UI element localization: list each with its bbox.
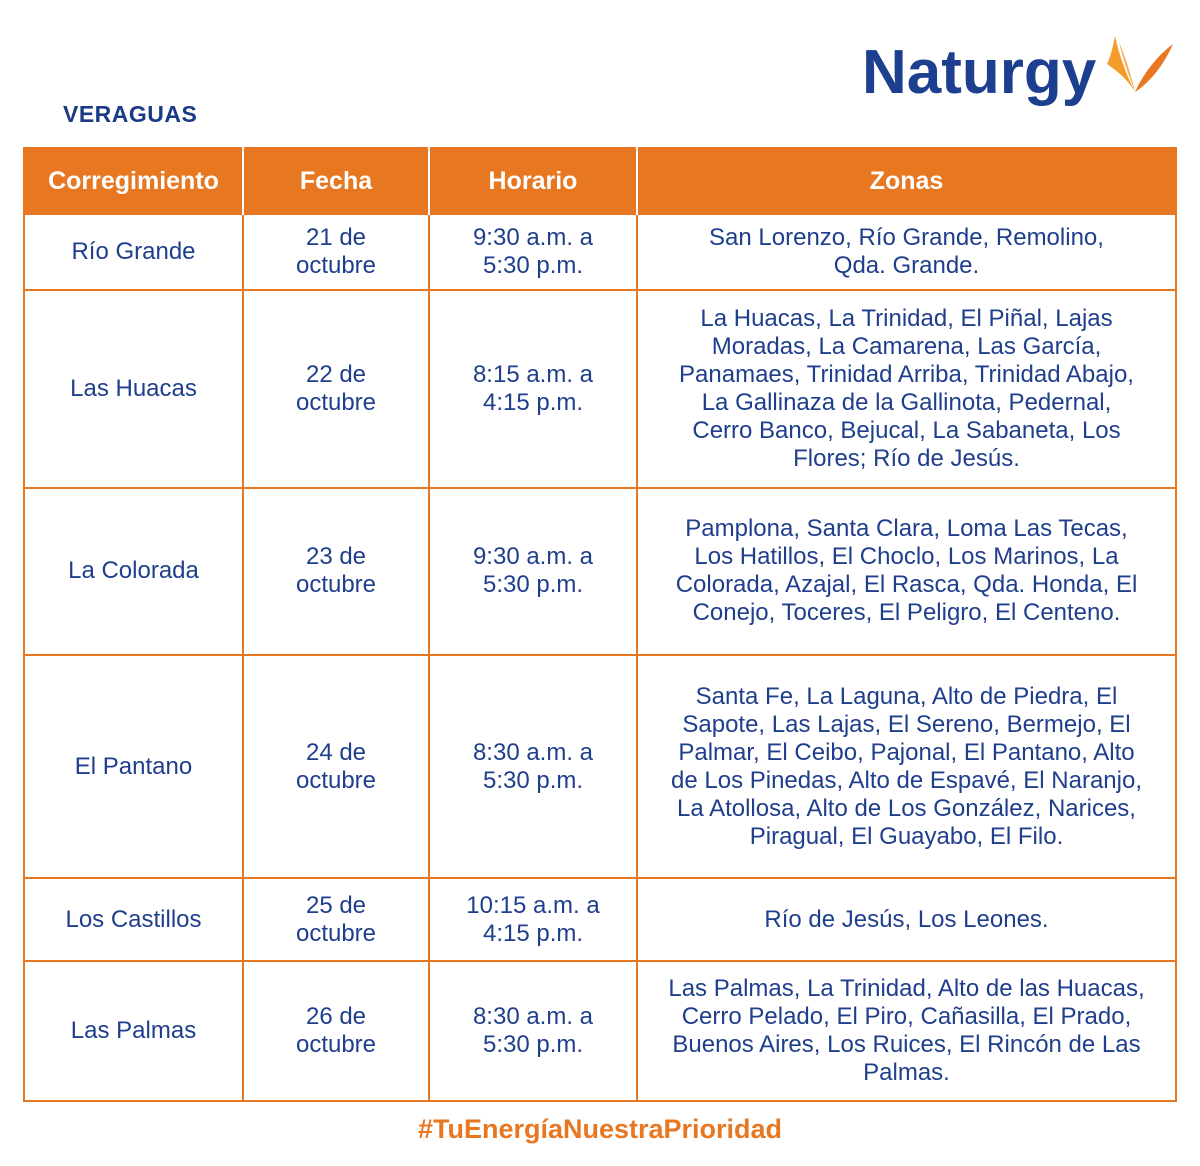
cell-horario: 9:30 a.m. a 5:30 p.m. <box>429 214 637 290</box>
cell-horario: 9:30 a.m. a 5:30 p.m. <box>429 488 637 655</box>
butterfly-icon <box>1105 34 1175 106</box>
region-title: VERAGUAS <box>63 101 198 127</box>
table-header-row <box>24 148 1176 214</box>
table-row <box>24 488 1176 655</box>
table-row <box>24 878 1176 960</box>
table-row <box>24 655 1176 879</box>
cell-horario: 10:15 a.m. a 4:15 p.m. <box>429 878 637 960</box>
cell-zonas: Santa Fe, La Laguna, Alto de Piedra, El Sapote, Las Lajas, El Sereno, Bermejo, El Palmar, El Ceibo, Pajonal, El Pantano, Alto de Los Pinedas, Alto de Espavé, El Naranjo, La Atollosa, Alto de Los González, Narices, Piragual, El Guayabo, El Filo. <box>637 655 1176 879</box>
brand-name: Naturgy <box>862 38 1097 107</box>
cell-zonas: La Huacas, La Trinidad, El Piñal, Lajas Moradas, La Camarena, Las García, Panamaes, Trinidad Arriba, Trinidad Abajo, La Gallinaza de la Gallinota, Pedernal, Cerro Banco, Bejucal, La Sabaneta, Los Flores; Río de Jesús. <box>637 290 1176 487</box>
cell-corregimiento: Los Castillos <box>24 878 243 960</box>
cell-fecha: 21 de octubre <box>243 214 429 290</box>
table-row <box>24 961 1176 1101</box>
cell-horario: 8:30 a.m. a 5:30 p.m. <box>429 961 637 1101</box>
cell-fecha: 26 de octubre <box>243 961 429 1101</box>
column-header-zonas: Zonas <box>637 148 1176 214</box>
cell-corregimiento: El Pantano <box>24 655 243 879</box>
table-row <box>24 214 1176 290</box>
cell-horario: 8:30 a.m. a 5:30 p.m. <box>429 655 637 879</box>
cell-zonas: San Lorenzo, Río Grande, Remolino, Qda. Grande. <box>637 214 1176 290</box>
cell-zonas: Las Palmas, La Trinidad, Alto de las Huacas, Cerro Pelado, El Piro, Cañasilla, El Prado, Buenos Aires, Los Ruices, El Rincón de Las Palmas. <box>637 961 1176 1101</box>
cell-fecha: 23 de octubre <box>243 488 429 655</box>
cell-corregimiento: Las Palmas <box>24 961 243 1101</box>
hashtag-footer: #TuEnergíaNuestraPrioridad <box>417 1114 783 1144</box>
cell-horario: 8:15 a.m. a 4:15 p.m. <box>429 290 637 487</box>
cell-corregimiento: Río Grande <box>24 214 243 290</box>
schedule-table <box>23 147 1177 1102</box>
cell-fecha: 22 de octubre <box>243 290 429 487</box>
column-header-corregimiento: Corregimiento <box>24 148 243 214</box>
column-header-horario: Horario <box>429 148 637 214</box>
column-header-fecha: Fecha <box>243 148 429 214</box>
cell-corregimiento: La Colorada <box>24 488 243 655</box>
cell-zonas: Pamplona, Santa Clara, Loma Las Tecas, Los Hatillos, El Choclo, Los Marinos, La Colorada, Azajal, El Rasca, Qda. Honda, El Conejo, Toceres, El Peligro, El Centeno. <box>637 488 1176 655</box>
cell-zonas: Río de Jesús, Los Leones. <box>637 878 1176 960</box>
cell-corregimiento: Las Huacas <box>24 290 243 487</box>
table-row <box>24 290 1176 487</box>
cell-fecha: 25 de octubre <box>243 878 429 960</box>
cell-fecha: 24 de octubre <box>243 655 429 879</box>
naturgy-logo <box>862 34 1182 124</box>
